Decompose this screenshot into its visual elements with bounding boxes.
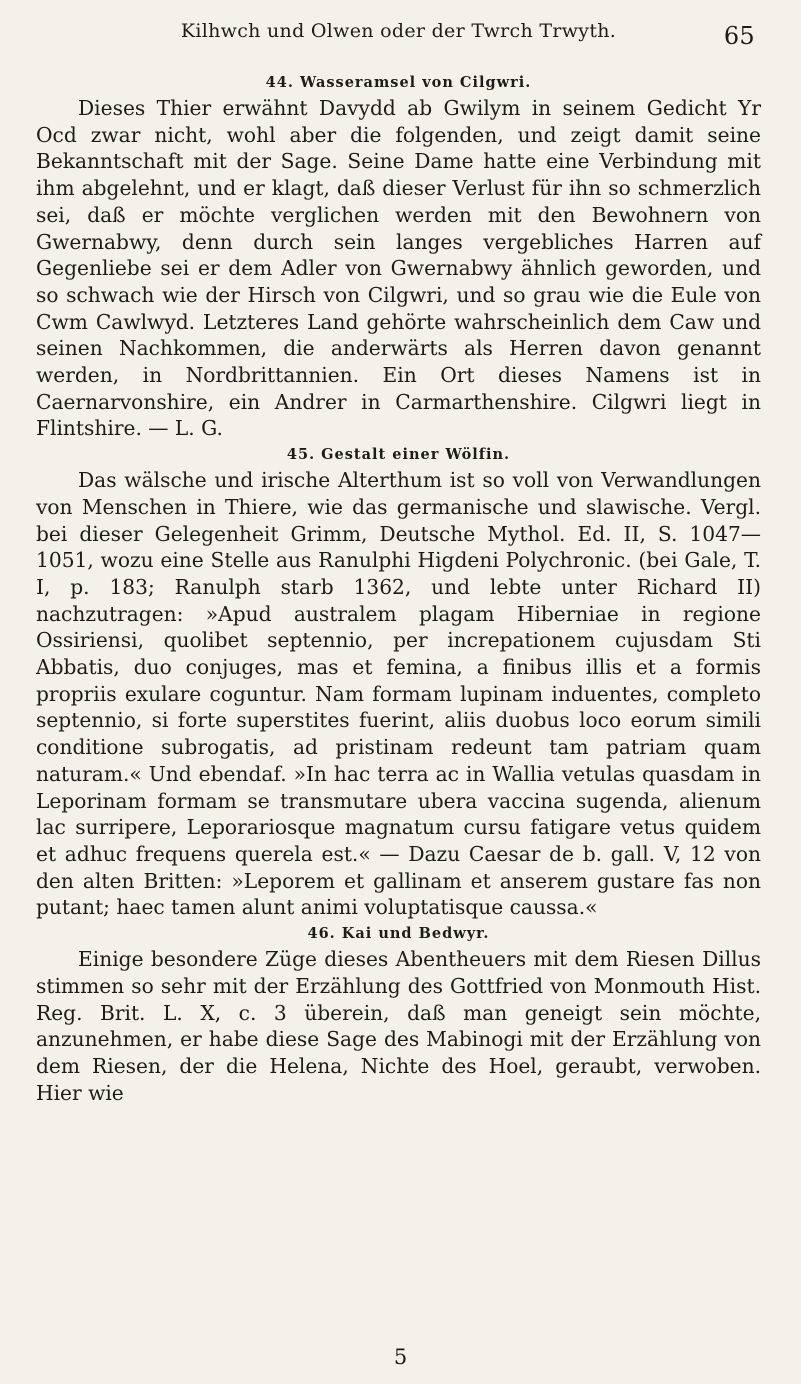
running-title: Kilhwch und Olwen oder der Twrch Trwyth.	[180, 20, 617, 42]
page-number: 65	[723, 22, 755, 50]
signature-mark: 5	[393, 1345, 408, 1369]
section-46	[36, 925, 761, 1106]
section-heading: 46. Kai und Bedwyr.	[307, 925, 490, 943]
section-45	[36, 446, 761, 921]
section-paragraph: Das wälsche und irische Alterthum ist so voll von Verwandlungen von Menschen in Thiere, wie das germanische und slawische. Vergl. bei dieser Gelegenheit Grimm, Deutsche Mythol. Ed. II, S. 1047—1051, wozu eine Stelle aus Ranulphi Higdeni Polychronic. (bei Gale, T. I, p. 183; Ranulph starb 1362, und lebte unter Richard II) nachzutragen: »Apud australem plagam Hiberniae in regione Ossiriensi, quolibet septennio, per increpationem cujusdam Sti Abbatis, duo conjuges, mas et femina, a finibus illis et a formis propriis exulare coguntur. Nam formam lupinam induentes, completo septennio, si forte superstites fuerint, aliis duobus loco eorum simili conditione subrogatis, ad pristinam redeunt tam patriam quam naturam.« Und ebendaf. »In hac terra ac in Wallia vetulas quasdam in Leporinam formam se transmutare ubera vaccina sugenda, alienum lac surripere, Leporariosque magnatum cursu fatigare vetus quidem et adhuc frequens querela est.« — Dazu Caesar de b. gall. V, 12 von den alten Britten: »Leporem et gallinam et anserem gustare fas non putant; haec tamen alunt animi voluptatisque caussa.«	[36, 468, 761, 920]
section-paragraph: Dieses Thier erwähnt Davydd ab Gwilym in seinem Gedicht Yr Ocd zwar nicht, wohl aber die folgenden, und zeigt damit seine Bekanntschaft mit der Sage. Seine Dame hatte eine Verbindung mit ihm abgelehnt, und er klagt, daß dieser Verlust für ihn so schmerzlich sei, daß er möchte verglichen werden mit den Bewohnern von Gwernabwy, denn durch sein langes vergebliches Harren auf Gegenliebe sei er dem Adler von Gwernabwy ähnlich geworden, und so schwach wie der Hirsch von Cilgwri, und so grau wie die Eule von Cwm Cawlwyd. Letzteres Land gehörte wahrscheinlich dem Caw und seinen Nachkommen, die anderwärts als Herren davon genannt werden, in Nordbrittannien. Ein Ort dieses Namens ist in Caernarvonshire, ein Andrer in Carmarthenshire. Cilgwri liegt in Flintshire. — L. G.	[36, 96, 761, 441]
running-header	[36, 10, 761, 70]
section-heading: 45. Gestalt einer Wölfin.	[286, 446, 511, 464]
section-heading: 44. Wasseramsel von Cilgwri.	[265, 74, 532, 91]
section-44	[36, 74, 761, 442]
section-paragraph: Einige besondere Züge dieses Abentheuers mit dem Riesen Dillus stimmen so sehr mit der Erzählung des Gottfried von Monmouth Hist. Reg. Brit. L. X, c. 3 überein, daß man geneigt sein möchte, anzunehmen, er habe diese Sage des Mabinogi mit der Erzählung von dem Riesen, der die Helena, Nichte des Hoel, geraubt, verwoben. Hier wie	[36, 947, 761, 1105]
